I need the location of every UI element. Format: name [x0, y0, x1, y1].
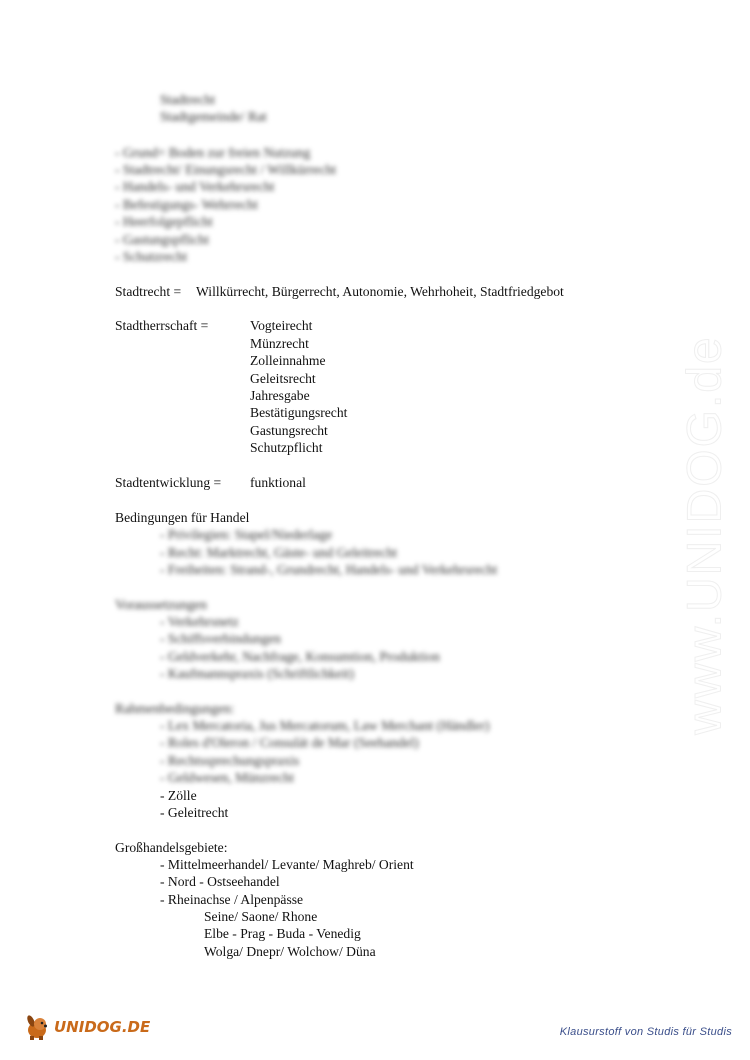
stadtherrschaft-item: Geleitsrecht [250, 371, 316, 386]
blurred-list-item: - Heerfolgepflicht [115, 214, 213, 229]
stadtherrschaft-item: Schutzpflicht [250, 440, 323, 455]
blurred-heading: Rahmenbedingungen: [115, 701, 235, 716]
sub-list-item: Elbe - Prag - Buda - Venedig [204, 926, 361, 941]
blurred-heading-1: Stadtrecht [160, 92, 216, 107]
blurred-list-item: - Stadtrecht/ Einungsrecht / Willkürrecht [115, 162, 337, 177]
sub-list-item: Seine/ Saone/ Rhone [204, 909, 318, 924]
list-item: - Geleitrecht [160, 805, 229, 820]
stadtrecht-value: Willkürrecht, Bürgerrecht, Autonomie, Wehrhoheit, Stadtfriedgebot [196, 284, 564, 299]
list-item: - Rheinachse / Alpenpässe [160, 892, 304, 907]
blurred-list-item: - Rechtssprechungspraxis [160, 753, 300, 768]
blurred-list-item: - Kaufmannspraxis (Schriftlichkeit) [160, 666, 355, 681]
stadtrecht-label: Stadtrecht = [115, 284, 182, 299]
footer-tagline: Klausurstoff von Studis für Studis [559, 1026, 732, 1038]
blurred-list-item: - Lex Mercatoria, Jus Mercatorum, Law Merchant (Händler) [160, 718, 490, 733]
unidog-logo[interactable] [22, 1012, 150, 1042]
stadtherrschaft-label: Stadtherrschaft = [115, 318, 209, 333]
stadtherrschaft-item: Bestätigungsrecht [250, 405, 348, 420]
stadtherrschaft-item: Vogteirecht [250, 318, 313, 333]
stadtentwicklung-value: funktional [250, 475, 306, 490]
bedingungen-heading: Bedingungen für Handel [115, 510, 250, 525]
blurred-list-item: - Befestigungs- Wehrrecht [115, 197, 258, 212]
blurred-list-item: - Handels- und Verkehrsrecht [115, 179, 275, 194]
logo-text: UNIDOG.DE [54, 1018, 151, 1036]
blurred-list-item: - Geldwesen, Münzrecht [160, 770, 294, 785]
blurred-list-item: - Roles d'Oleron / Consulát de Mar (Seehandel) [160, 735, 419, 750]
grosshandel-heading: Großhandelsgebiete: [115, 840, 228, 855]
blurred-list-item: - Freiheiten: Strand-, Grundrecht, Handels- und Verkehrsrecht [160, 562, 498, 577]
blurred-list-item: - Verkehrsnetz [160, 614, 239, 629]
stadtherrschaft-item: Zolleinnahme [250, 353, 326, 368]
sub-list-item: Wolga/ Dnepr/ Wolchow/ Düna [204, 944, 376, 959]
blurred-list-item: - Schutzrecht [115, 249, 188, 264]
stadtentwicklung-label: Stadtentwicklung = [115, 475, 222, 490]
blurred-list-item: - Privilegien: Stapel/Niederlage [160, 527, 333, 542]
dog-icon [22, 1012, 52, 1042]
blurred-list-item: - Recht: Marktrecht, Gäste- und Geleitrecht [160, 545, 398, 560]
blurred-list-item: - Geldverkehr, Nachfrage, Konsumtion, Produktion [160, 649, 440, 664]
stadtherrschaft-item: Münzrecht [250, 336, 309, 351]
watermark: www.UNIDOG.de [678, 335, 732, 735]
blurred-list-item: - Grund= Boden zur freien Nutzung [115, 145, 311, 160]
blurred-list-item: - Schiffsverbindungen [160, 631, 281, 646]
list-item: - Mittelmeerhandel/ Levante/ Maghreb/ Orient [160, 857, 414, 872]
blurred-heading-2: Stadtgemeinde/ Rat [160, 109, 267, 124]
blurred-heading: Voraussetzungen [115, 597, 207, 612]
stadtherrschaft-item: Gastungsrecht [250, 423, 328, 438]
list-item: - Zölle [160, 788, 197, 803]
blurred-list-item: - Gastungspflicht [115, 232, 210, 247]
list-item: - Nord - Ostseehandel [160, 874, 280, 889]
stadtherrschaft-item: Jahresgabe [250, 388, 310, 403]
